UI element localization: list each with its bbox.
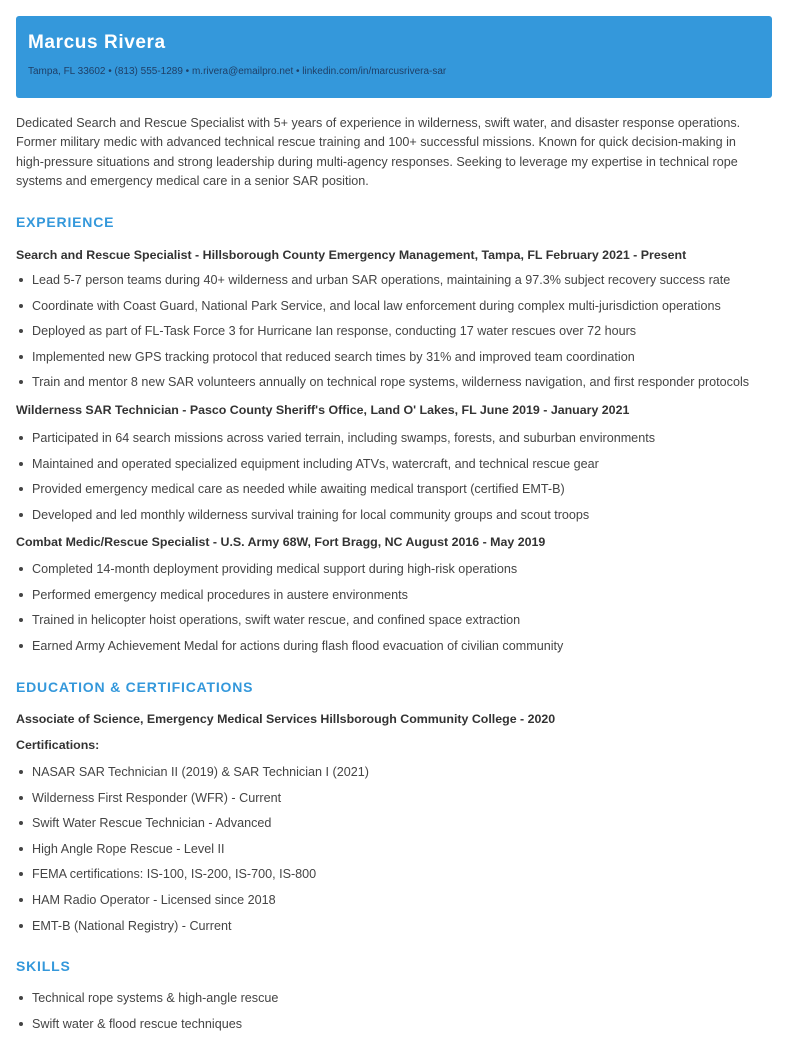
list-item: HAM Radio Operator - Licensed since 2018: [16, 892, 776, 918]
list-item: Technical rope systems & high-angle rescue: [16, 990, 776, 1016]
list-item: Deployed as part of FL-Task Force 3 for Hurricane Ian response, conducting 17 water rescues over 72 hours: [16, 323, 776, 349]
job-title-1: Search and Rescue Specialist - Hillsborough County Emergency Management, Tampa, FL February 2021 - Present: [16, 248, 687, 262]
list-item: Train and mentor 8 new SAR volunteers annually on technical rope systems, wilderness navigation, and first responder protocols: [16, 374, 776, 400]
list-item: Coordinate with Coast Guard, National Park Service, and local law enforcement during complex multi-jurisdiction operations: [16, 298, 776, 324]
list-item: FEMA certifications: IS-100, IS-200, IS-700, IS-800: [16, 866, 776, 892]
job-title-2: Wilderness SAR Technician - Pasco County Sheriff's Office, Land O' Lakes, FL June 2019 - January 2021: [16, 403, 630, 417]
education-heading: EDUCATION & CERTIFICATIONS: [16, 679, 254, 695]
list-item: Provided emergency medical care as needed while awaiting medical transport (certified EMT-B): [16, 481, 776, 507]
experience-heading: EXPERIENCE: [16, 214, 115, 230]
list-item: Swift Water Rescue Technician - Advanced: [16, 815, 776, 841]
professional-summary: Dedicated Search and Rescue Specialist with 5+ years of experience in wilderness, swift water, and disaster response operations. Former military medic with advanced technical rescue training and 100+ successful missions. Known for quick decision-making in high-pressure situations and strong leadership during multi-agency responses. Seeking to leverage my expertise in technical rope systems and emergency medical care in a senior SAR position.: [16, 116, 741, 189]
list-item: Earned Army Achievement Medal for actions during flash flood evacuation of civilian community: [16, 638, 776, 664]
list-item: Maintained and operated specialized equipment including ATVs, watercraft, and technical rescue gear: [16, 456, 776, 482]
list-item: NASAR SAR Technician II (2019) & SAR Technician I (2021): [16, 764, 776, 790]
list-item: Lead 5-7 person teams during 40+ wilderness and urban SAR operations, maintaining a 97.3% subject recovery success rate: [16, 272, 776, 298]
skills-heading: SKILLS: [16, 958, 71, 974]
degree: Associate of Science, Emergency Medical Services Hillsborough Community College - 2020: [16, 712, 556, 726]
list-item: Implemented new GPS tracking protocol that reduced search times by 31% and improved team coordination: [16, 349, 776, 375]
certifications-list: [16, 764, 776, 943]
list-item: Trained in helicopter hoist operations, swift water rescue, and confined space extraction: [16, 612, 776, 638]
job-1-bullets: [16, 272, 776, 400]
certifications-label: Certifications:: [16, 738, 100, 752]
list-item: EMT-B (National Registry) - Current: [16, 918, 776, 944]
list-item: Developed and led monthly wilderness survival training for local community groups and scout troops: [16, 507, 776, 533]
list-item: Swift water & flood rescue techniques: [16, 1016, 776, 1041]
job-3-bullets: [16, 561, 776, 663]
candidate-name: Marcus Rivera: [28, 32, 166, 53]
resume-header: [16, 16, 772, 98]
list-item: Participated in 64 search missions across varied terrain, including swamps, forests, and suburban environments: [16, 430, 776, 456]
contact-info: Tampa, FL 33602 • (813) 555-1289 • m.rivera@emailpro.net • linkedin.com/in/marcusrivera-sar: [28, 66, 447, 77]
job-2-bullets: [16, 430, 776, 532]
list-item: Wilderness First Responder (WFR) - Current: [16, 790, 776, 816]
skills-list: [16, 990, 776, 1041]
list-item: Performed emergency medical procedures in austere environments: [16, 587, 776, 613]
job-title-3: Combat Medic/Rescue Specialist - U.S. Army 68W, Fort Bragg, NC August 2016 - May 2019: [16, 535, 546, 549]
list-item: Completed 14-month deployment providing medical support during high-risk operations: [16, 561, 776, 587]
list-item: High Angle Rope Rescue - Level II: [16, 841, 776, 867]
